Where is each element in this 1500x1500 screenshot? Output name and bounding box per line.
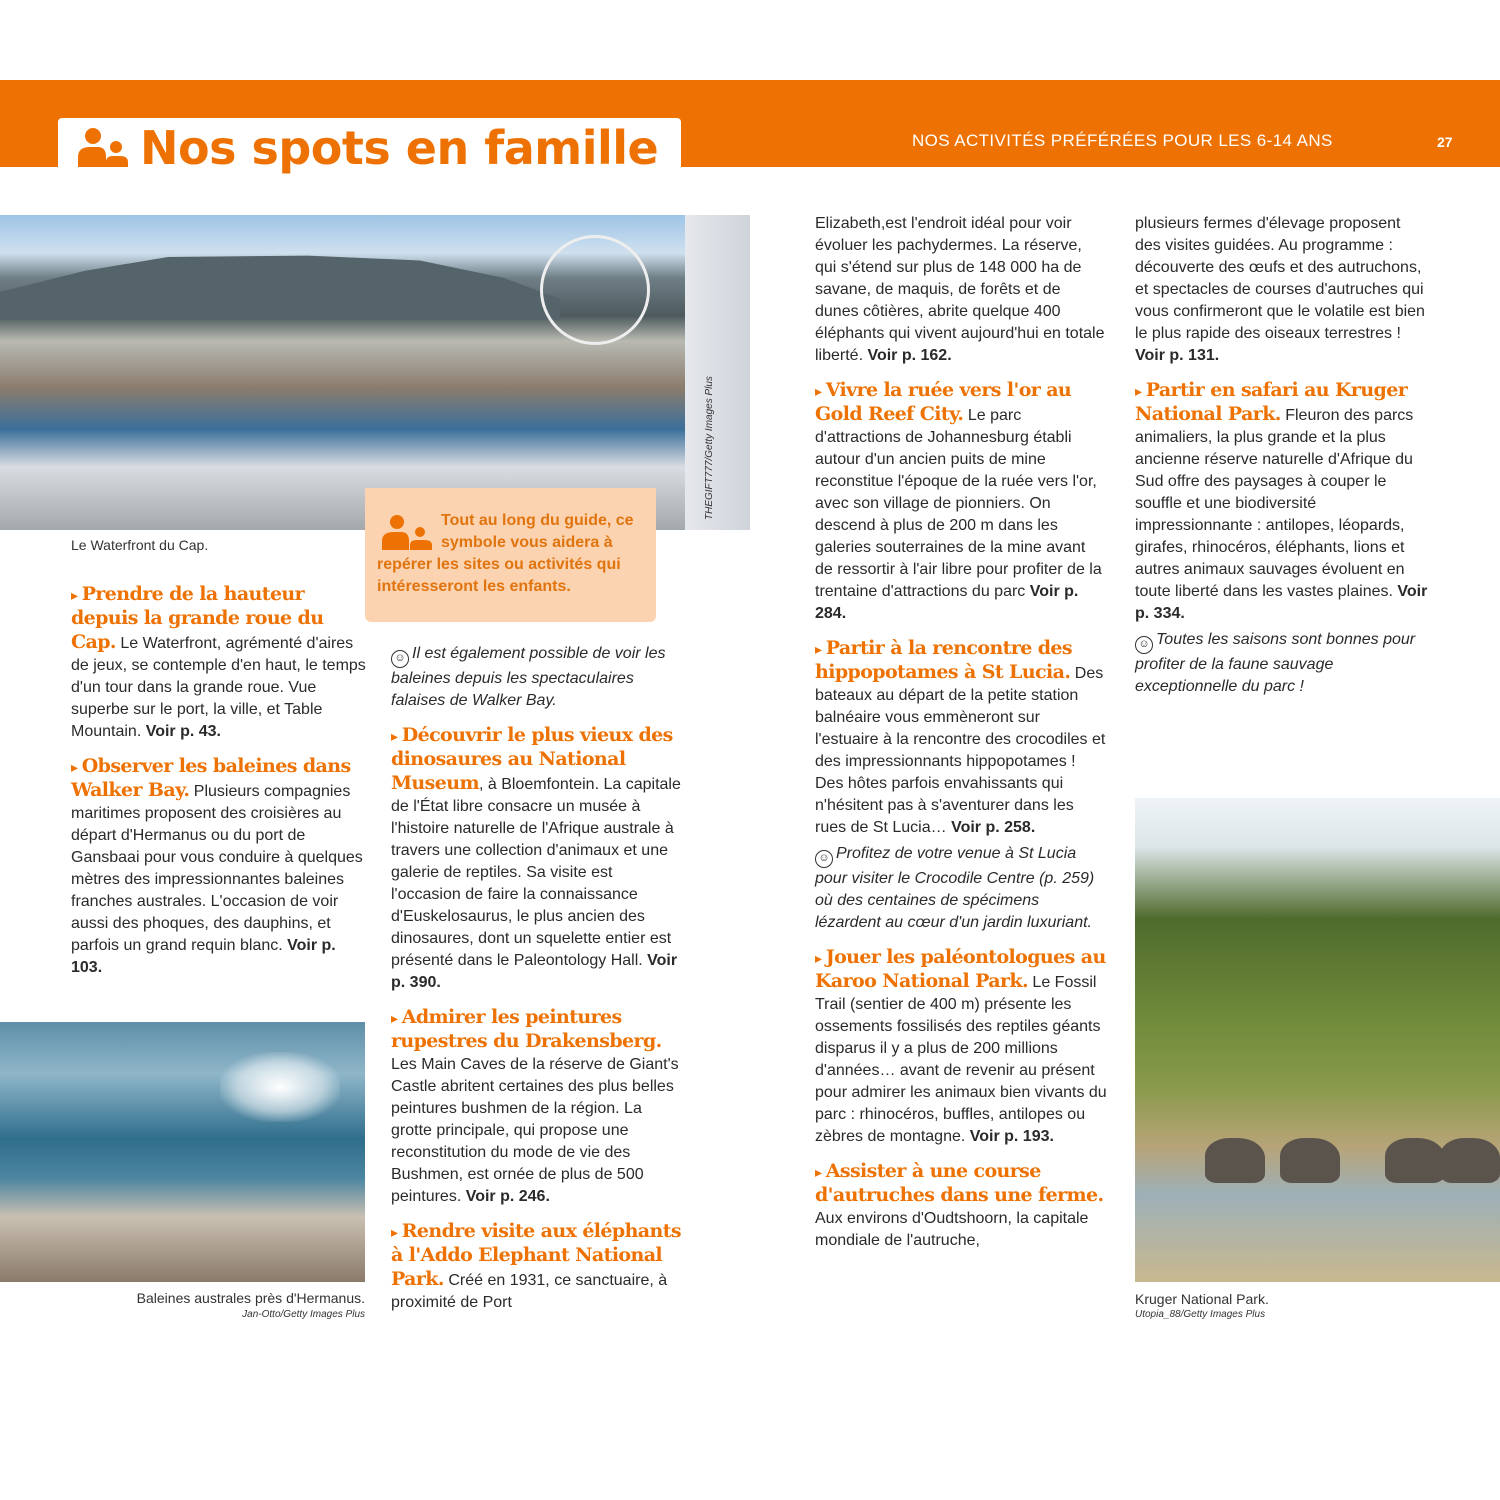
article-title: ▸ Rendre visite aux éléphants à l'Addo Elephant National Park.	[391, 1220, 681, 1290]
page-ref: Voir p. 193.	[969, 1128, 1054, 1145]
article-title: ▸ Assister à une course d'autruches dans une ferme.	[815, 1160, 1104, 1206]
article	[71, 755, 366, 979]
article-title: ▸ Vivre la ruée vers l'or au Gold Reef City.	[815, 379, 1071, 425]
photo-credit: THEGIFT777/Getty Images Plus	[704, 376, 715, 520]
column-1	[71, 583, 366, 991]
tip-text: Il est également possible de voir les baleines depuis les spectaculaires falaises de Walker Bay.	[391, 645, 666, 709]
photo-hermanus	[0, 1022, 365, 1282]
family-callout	[365, 488, 656, 622]
article	[71, 583, 366, 743]
page-ref: Voir p. 284.	[815, 583, 1079, 622]
article	[815, 946, 1107, 1148]
article-title: ▸ Admirer les peintures rupestres du Drakensberg.	[391, 1006, 662, 1052]
photo-caption: Baleines australes près d'Hermanus.	[136, 1290, 365, 1306]
article	[815, 379, 1107, 625]
page-ref: Voir p. 131.	[1135, 347, 1220, 364]
article	[391, 1220, 686, 1314]
article	[391, 724, 686, 994]
article-body: Les Main Caves de la réserve de Giant's Castle abritent certaines des plus belles peintures bushmen de la région. La grotte principale, qui propose une reconstitution du mode de vie des Bushmen, est ornée de plus de 500 peintures.	[391, 1056, 679, 1205]
section-kicker: NOS ACTIVITÉS PRÉFÉRÉES POUR LES 6-14 ANS	[912, 131, 1333, 150]
tip	[1135, 629, 1430, 698]
article-body: Aux environs d'Oudtshoorn, la capitale mondiale de l'autruche,	[815, 1210, 1089, 1249]
page-ref: Voir p. 43.	[145, 723, 221, 740]
column-3	[815, 213, 1107, 1264]
article-body: Créé en 1931, ce sanctuaire, à proximité de Port	[391, 1272, 668, 1311]
article-body: Le parc d'attractions de Johannesburg établi autour d'un ancien puits de mine reconstitue l'époque de la ruée vers l'or, avec son village de pionniers. On descend à plus de 200 m dans les galeries souterraines de la mine avant de ressortir à l'air libre pour profiter de la trentaine d'attractions du parc	[815, 407, 1102, 600]
article-title: ▸ Découvrir le plus vieux des dinosaures au National Museum	[391, 724, 673, 794]
page-ref: Voir p. 390.	[391, 952, 678, 991]
article-continued	[1135, 213, 1430, 367]
page-title: Nos spots en famille	[140, 121, 659, 175]
article-title: ▸ Jouer les paléontologues au Karoo National Park.	[815, 946, 1106, 992]
page-number: 27	[1437, 134, 1453, 150]
article-continued	[815, 213, 1107, 367]
column-2	[391, 643, 686, 1326]
article-body: Des bateaux au départ de la petite station balnéaire vous emmèneront sur l'estuaire à la rencontre des crocodiles et des impressionnants hippopotames ! Des hôtes parfois envahissants qui n'hésitent pas à s'aventurer dans les rues de St Lucia…	[815, 665, 1106, 836]
article	[815, 637, 1107, 839]
smiley-icon: ☺	[1135, 636, 1153, 654]
column-4	[1135, 213, 1430, 710]
title-tab	[58, 118, 681, 178]
photo-waterfront	[0, 215, 750, 530]
tip-text: Toutes les saisons sont bonnes pour profiter de la faune sauvage exceptionnelle du parc !	[1135, 631, 1416, 695]
photo-credit: Jan-Otto/Getty Images Plus	[242, 1309, 365, 1320]
family-icon	[78, 127, 128, 169]
page-ref: Voir p. 103.	[71, 937, 336, 976]
page-ref: Voir p. 162.	[867, 347, 952, 364]
article-title: ▸ Partir à la rencontre des hippopotames à St Lucia.	[815, 637, 1072, 683]
article-body: Elizabeth,est l'endroit idéal pour voir évoluer les pachydermes. La réserve, qui s'étend sur plus de 148 000 ha de savane, de maquis, de forêts et de dunes côtières, abrite quelque 400 éléphants qui vivent aujourd'hui en totale liberté.	[815, 215, 1105, 364]
family-icon	[381, 514, 433, 550]
article-body: plusieurs fermes d'élevage proposent des visites guidées. Au programme : découverte des œufs et des autruchons, et spectacles de courses d'autruches qui vous confirmeront que le volatile est bien le plus rapide des oiseaux terrestres !	[1135, 215, 1425, 342]
photo-caption: Le Waterfront du Cap.	[71, 537, 209, 553]
page-ref: Voir p. 258.	[951, 819, 1036, 836]
tip	[815, 843, 1107, 934]
tip-text: Profitez de votre venue à St Lucia pour visiter le Crocodile Centre (p. 259) où des centaines de spécimens lézardent au cœur d'un jardin luxuriant.	[815, 845, 1095, 931]
article-body: Plusieurs compagnies maritimes proposent des croisières au départ d'Hermanus ou du port de Gansbaai pour vous conduire à quelques mètres des impressionnantes baleines franches australes. L'occasion de voir aussi des phoques, des dauphins, et parfois un grand requin blanc.	[71, 783, 363, 954]
article	[1135, 379, 1430, 625]
photo-credit: Utopia_88/Getty Images Plus	[1135, 1309, 1266, 1320]
article	[391, 1006, 686, 1208]
tip	[391, 643, 686, 712]
photo-caption: Kruger National Park.	[1135, 1291, 1269, 1307]
article	[815, 1160, 1107, 1252]
article-title: ▸ Partir en safari au Kruger National Park.	[1135, 379, 1407, 425]
callout-text: Tout au long du guide, ce symbole vous aidera à repérer les sites ou activités qui intéresseront les enfants.	[377, 512, 634, 595]
article-title: ▸ Observer les baleines dans Walker Bay.	[71, 755, 351, 801]
article-body: , à Bloemfontein. La capitale de l'État libre consacre un musée à l'histoire naturelle de l'Afrique australe à travers une collection d'animaux et une galerie de reptiles. Sa visite est l'occasion de faire la connaissance d'Euskelosaurus, le plus ancien des dinosaures, dont un squelette entier est présenté dans le Paleontology Hall.	[391, 776, 681, 969]
page-ref: Voir p. 334.	[1135, 583, 1428, 622]
article-body: Le Waterfront, agrémenté d'aires de jeux, se contemple d'en haut, le temps d'un tour dans la grande roue. Vue superbe sur le port, la ville, et Table Mountain.	[71, 635, 366, 740]
smiley-icon: ☺	[815, 850, 833, 868]
article-body: Le Fossil Trail (sentier de 400 m) présente les ossements fossilisés des reptiles géants disparus il y a plus de 200 millions d'années… avant de revenir au présent pour admirer les animaux bien vivants du parc : rhinocéros, buffles, antilopes ou zèbres de montagne.	[815, 974, 1107, 1145]
article-body: Fleuron des parcs animaliers, la plus grande et la plus ancienne réserve naturelle d'Afrique du Sud offre des paysages à couper le souffle et une biodiversité impressionnante : antilopes, léopards, girafes, rhinocéros, éléphants, lions et autres animaux sauvages évoluent en toute liberté dans les vastes plaines.	[1135, 407, 1414, 600]
article-title: ▸ Prendre de la hauteur depuis la grande roue du Cap.	[71, 583, 323, 653]
smiley-icon: ☺	[391, 650, 409, 668]
page-ref: Voir p. 246.	[465, 1188, 550, 1205]
photo-kruger	[1135, 798, 1500, 1282]
